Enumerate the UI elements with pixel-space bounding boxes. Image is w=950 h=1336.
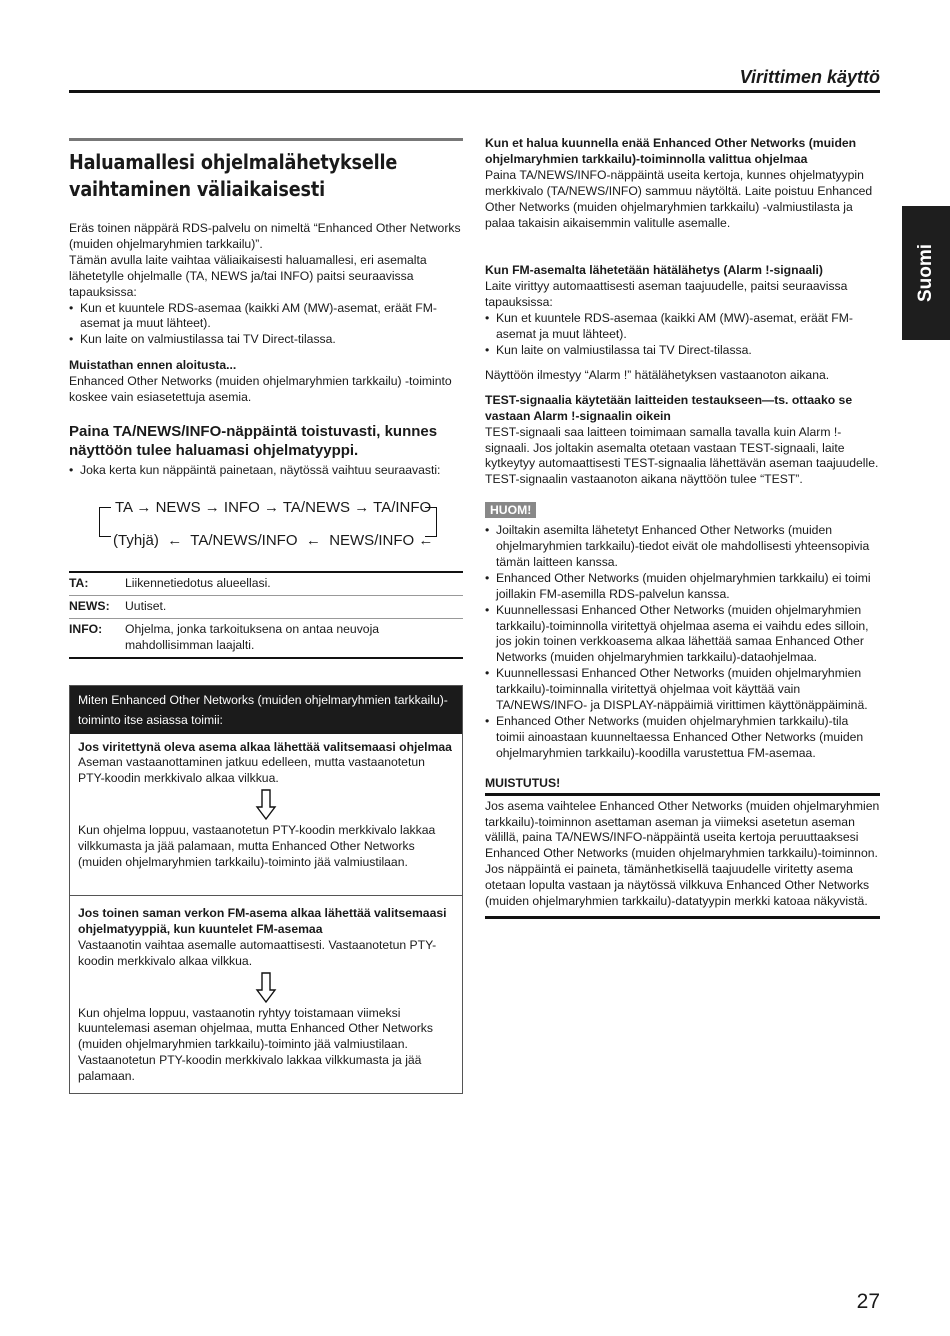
page-number: 27 xyxy=(856,1290,880,1313)
cycle-bracket-left xyxy=(99,507,111,537)
scenario-1-title: Jos viritettynä oleva asema alkaa lähettää valitsemaasi ohjelmaa xyxy=(78,739,452,754)
list-item: • Kun laite on valmiustilassa tai TV Direct-tilassa. xyxy=(69,332,463,348)
cancel-body: Paina TA/NEWS/INFO-näppäintä useita kertoja, kunnes ohjelmatyypin merkkivalo (TA/NEWS/INFO) sammuu näytöltä. Laite poistuu Enhanced Other Networks (muiden ohjelmaryhmien tarkkailu) -valmiustilasta ja palaa takaisin aikaisemmin valitulle asemalle. xyxy=(485,167,873,230)
cycle-item: TA/NEWS xyxy=(282,498,351,516)
alarm-body: Laite virittyy automaattisesti aseman taajuudelle, paitsi seuraavissa tapauksissa: xyxy=(485,279,848,310)
list-item: • Enhanced Other Networks (muiden ohjelmaryhmien tarkkailu)-tila toimii ainoastaan kuunneltaessa Enhanced Other Networks (muiden ohjelmaryhmien tarkkailu)-koodilla varustettua FM-asemaa. xyxy=(485,714,880,762)
alarm-after: Näyttöön ilmestyy “Alarm !” hätälähetyksen vastaanoton aikana. xyxy=(485,367,830,382)
intro-paragraph-2: Tämän avulla laite vaihtaa väliaikaisesti haluamallesi, eri asemalta lähetetylle ohjelmalle (TA, NEWS ja/tai INFO) paitsi seuraavissa tapauksissa: xyxy=(69,252,427,299)
list-item: • Kun et kuuntele RDS-asemaa (kaikki AM (MW)-asemat, eräät FM-asemat ja muut lähteet). xyxy=(485,311,880,343)
language-tab-label: Suomi xyxy=(915,243,937,303)
scenario-2 xyxy=(70,895,462,1093)
arrow-right-icon: → xyxy=(354,498,370,516)
scenario-2-after: Kun ohjelma loppuu, vastaanotin ryhtyy toistamaan viimeksi kuuntelemasi aseman ohjelmaa, mutta Enhanced Other Networks (muiden ohjelmaryhmien tarkkailu)-toiminto jää valmiustilaan. Vastaanotetun PTY-koodin merkkivalo lakkaa vilkkumasta ja jää palamaan. xyxy=(78,1005,433,1084)
reminder-title: MUISTUTUS! xyxy=(485,776,880,796)
arrow-left-icon: ← xyxy=(305,531,321,549)
list-item: • Kun laite on valmiustilassa tai TV Direct-tilassa. xyxy=(485,343,880,359)
arrow-right-icon: → xyxy=(263,498,279,516)
down-arrow-icon xyxy=(78,970,454,1006)
test-title: TEST-signaalia käytetään laitteiden testaukseen—ts. ottaako se vastaan Alarm !-signaalin oikein xyxy=(485,392,853,423)
cycle-item: (Tyhjä) xyxy=(113,531,159,549)
cycle-row-1 xyxy=(115,499,431,517)
arrow-left-icon: ← xyxy=(418,531,434,549)
definition-term: INFO: xyxy=(69,621,103,636)
alarm-title: Kun FM-asemalta lähetetään hätälähetys (Alarm !-signaali) xyxy=(485,263,823,278)
header-rule xyxy=(69,90,880,93)
scenario-2-title: Jos toinen saman verkon FM-asema alkaa lähettää valitsemaasi ohjelmatyyppiä, kun kuuntelet FM-asemaa xyxy=(78,905,447,936)
list-item: • Kun et kuuntele RDS-asemaa (kaikki AM (MW)-asemat, eräät FM-asemat ja muut lähteet). xyxy=(69,301,463,333)
section-header-title: Virittimen käyttö xyxy=(739,67,880,87)
scenario-1-after: Kun ohjelma loppuu, vastaanotetun PTY-koodin merkkivalo lakkaa vilkkumasta ja jää palamaan, mutta Enhanced Other Networks (muiden ohjelmaryhmien tarkkailu)-toiminto jää valmiustilaan. xyxy=(78,823,436,870)
step-instruction: Paina TA/NEWS/INFO-näppäintä toistuvasti, kunnes näyttöön tulee haluamasi ohjelmatyyppi. xyxy=(69,422,438,459)
table-row xyxy=(69,595,463,618)
cycle-item: NEWS/INFO xyxy=(329,531,415,549)
page-title-line-2: vaihtaminen väliaikaisesti xyxy=(69,177,325,201)
definition-term: TA: xyxy=(69,575,89,590)
arrow-right-icon: → xyxy=(136,498,152,516)
table-row xyxy=(69,618,463,657)
reminder-body: Jos asema vaihtelee Enhanced Other Networks (muiden ohjelmaryhmien tarkkailu)-toiminnon asettaman aseman ja viimeksi asetetun aseman välillä, paina TA/NEWS/INFO-näppäintä useita kertoja peruuttaaksesi Enhanced Other Networks (muiden ohjelmaryhmien tarkkailu)-toiminnon. Jos näppäintä ei paineta, tämänhetkisellä taajuudelle viritetty asema otetaan lopulta vastaan ja näytössä vilkkuva Enhanced Other Networks (muiden ohjelmaryhmien tarkkailu)-datatyypin merkki katoaa näkyvistä. xyxy=(485,796,880,919)
alarm-exception-list xyxy=(485,311,880,359)
test-body: TEST-signaali saa laitteen toimimaan samalla tavalla kuin Alarm !-signaali. Jos joltakin asemalta otetaan vastaan TEST-signaali, laite kytkeytyy automaattisesti TEST-signaalia lähettävän aseman taajuudelle. xyxy=(485,424,879,471)
note-list xyxy=(485,523,880,762)
down-arrow-icon xyxy=(78,787,454,823)
title-rule xyxy=(69,138,463,141)
left-column xyxy=(69,138,463,1094)
cycle-item: TA/INFO xyxy=(373,498,432,516)
remember-body: Enhanced Other Networks (muiden ohjelmaryhmien tarkkailu) -toiminto koskee vain esiasetettuja asemia. xyxy=(69,374,452,405)
arrow-left-icon: ← xyxy=(167,531,183,549)
note-badge: HUOM! xyxy=(485,502,536,518)
list-item: • Joiltakin asemilta lähetetyt Enhanced Other Networks (muiden ohjelmaryhmien tarkkailu)-tiedot eivät ole mahdollisesti yhteensopivia tämän laitteen kanssa. xyxy=(485,523,880,571)
cycle-row-2 xyxy=(113,532,433,550)
display-cycle-diagram xyxy=(69,493,463,557)
list-item: • Kuunnellessasi Enhanced Other Networks (muiden ohjelmaryhmien tarkkailu)-toiminnolla viritettyä ohjelmaa asema ei vaihdu edes silloin, jos jokin toinen verkkoasema alkaa lähettää samaa Enhanced Other Networks (muiden ohjelmaryhmien tarkkailu)-dataohjelmaa. xyxy=(485,603,880,667)
cycle-item: TA xyxy=(115,498,133,516)
arrow-right-icon: → xyxy=(204,498,220,516)
cancel-title: Kun et halua kuunnella enää Enhanced Other Networks (muiden ohjelmaryhmien tarkkailu)-toiminnolla valittua ohjelmaa xyxy=(485,136,857,166)
intro-paragraph-1: Eräs toinen näppärä RDS-palvelu on nimeltä “Enhanced Other Networks (muiden ohjelmaryhmien tarkkailu)”. xyxy=(69,221,461,251)
cycle-item: TA/NEWS/INFO xyxy=(190,531,298,549)
definition-desc: Uutiset. xyxy=(125,598,167,613)
list-item: • Enhanced Other Networks (muiden ohjelmaryhmien tarkkailu) ei toimi joillakin FM-asemilla RDS-palvelun kanssa. xyxy=(485,571,880,603)
language-tab xyxy=(902,206,950,340)
cycle-item: INFO xyxy=(223,498,260,516)
right-column xyxy=(485,136,880,919)
test-after: TEST-signaalin vastaanoton aikana näyttöön tulee “TEST”. xyxy=(485,472,803,487)
scenario-2-body: Vastaanotin vaihtaa asemalle automaattisesti. Vastaanotetun PTY-koodin merkkivalo alkaa vilkkua. xyxy=(78,937,437,968)
page-title xyxy=(69,149,462,203)
how-it-works-box xyxy=(69,685,463,1095)
page-title-line-1: Haluamallesi ohjelmalähetykselle xyxy=(69,150,398,174)
list-item: • Kuunnellessasi Enhanced Other Networks (muiden ohjelmaryhmien tarkkailu)-toiminnalla viritettyä ohjelmaa voit käyttää vain TA/NEWS/INFO- ja DISPLAY-näppäimiä virittimen käyttönäppäiminä. xyxy=(485,666,880,714)
how-it-works-heading: Miten Enhanced Other Networks (muiden ohjelmaryhmien tarkkailu)-toiminto itse asiassa toimii: xyxy=(70,686,462,734)
definition-desc: Ohjelma, jonka tarkoituksena on antaa neuvoja mahdollisimman laajalti. xyxy=(125,621,380,652)
remember-title: Muistathan ennen aloitusta... xyxy=(69,358,237,373)
definition-table xyxy=(69,571,463,659)
cycle-item: NEWS xyxy=(155,498,201,516)
scenario-1 xyxy=(70,734,462,895)
definition-desc: Liikennetiedotus alueellasi. xyxy=(125,575,271,590)
definition-term: NEWS: xyxy=(69,598,110,613)
table-row xyxy=(69,573,463,595)
exception-list xyxy=(69,301,463,349)
list-item: • Joka kerta kun näppäintä painetaan, näytössä vaihtuu seuraavasti: xyxy=(69,463,463,479)
scenario-1-body: Aseman vastaanottaminen jatkuu edelleen, mutta vastaanotetun PTY-koodin merkkivalo alkaa vilkkua. xyxy=(78,755,425,786)
step-list xyxy=(69,463,463,479)
